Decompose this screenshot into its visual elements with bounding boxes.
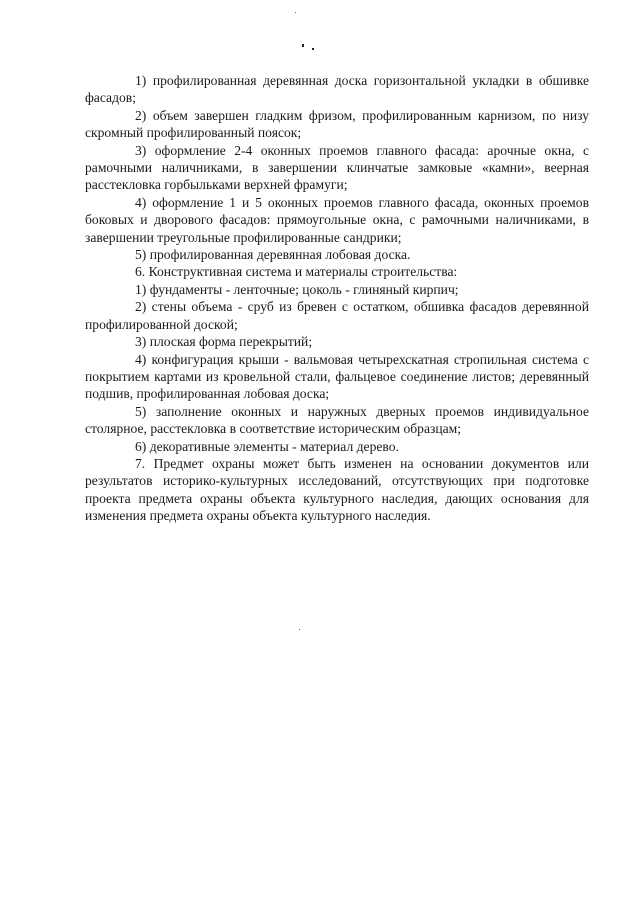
paragraph-item-5: 5) профилированная деревянная лобовая доска.	[135, 247, 411, 263]
scan-speck	[312, 48, 314, 50]
paragraph-decorative: 6) декоративные элементы - материал дерево.	[135, 438, 399, 454]
scan-speck	[295, 12, 296, 13]
scan-speck	[302, 44, 304, 47]
paragraph-item-2: 2) объем завершен гладким фризом, профилированным карнизом, по низу скромный профилированный поясок;	[85, 107, 589, 141]
paragraph-item-4: 4) оформление 1 и 5 оконных проемов главного фасада, оконных проемов боковых и дворового фасадов: прямоугольные окна, с рамочными наличниками, в завершении треугольные профилированные сандрики;	[85, 194, 589, 245]
paragraph-item-1: 1) профилированная деревянная доска горизонтальной укладки в обшивке фасадов;	[85, 73, 589, 106]
scan-speck	[299, 629, 300, 630]
paragraph-item-7: 7. Предмет охраны может быть изменен на основании документов или результатов историко-культурных исследований, отсутствующих при подготовке проекта предмета охраны объекта культурного наследия, дающих основания для изменения предмета охраны объекта культурного наследия.	[85, 455, 589, 524]
paragraph-item-3: 3) оформление 2-4 оконных проемов главного фасада: арочные окна, с рамочными наличниками, в завершении клинчатые замковые «камни», веерная расстекловка горбыльками верхней фрамуги;	[85, 142, 589, 193]
section-heading-construction: 6. Конструктивная система и материалы строительства:	[135, 264, 458, 280]
paragraph-foundations: 1) фундаменты - ленточные; цоколь - глиняный кирпич;	[135, 281, 459, 297]
paragraph-walls: 2) стены объема - сруб из бревен с остатком, обшивка фасадов деревянной профилированной доской;	[85, 299, 589, 332]
paragraph-roof: 4) конфигурация крыши - вальмовая четырехскатная стропильная система с покрытием картами из кровельной стали, фальцевое соединение листов; деревянный подшив, профилированная лобовая доска;	[85, 351, 589, 402]
document-body	[85, 72, 589, 525]
paragraph-floors: 3) плоская форма перекрытий;	[135, 334, 313, 350]
paragraph-openings: 5) заполнение оконных и наружных дверных проемов индивидуальное столярное, расстекловка в соответствие историческим образцам;	[85, 403, 589, 437]
